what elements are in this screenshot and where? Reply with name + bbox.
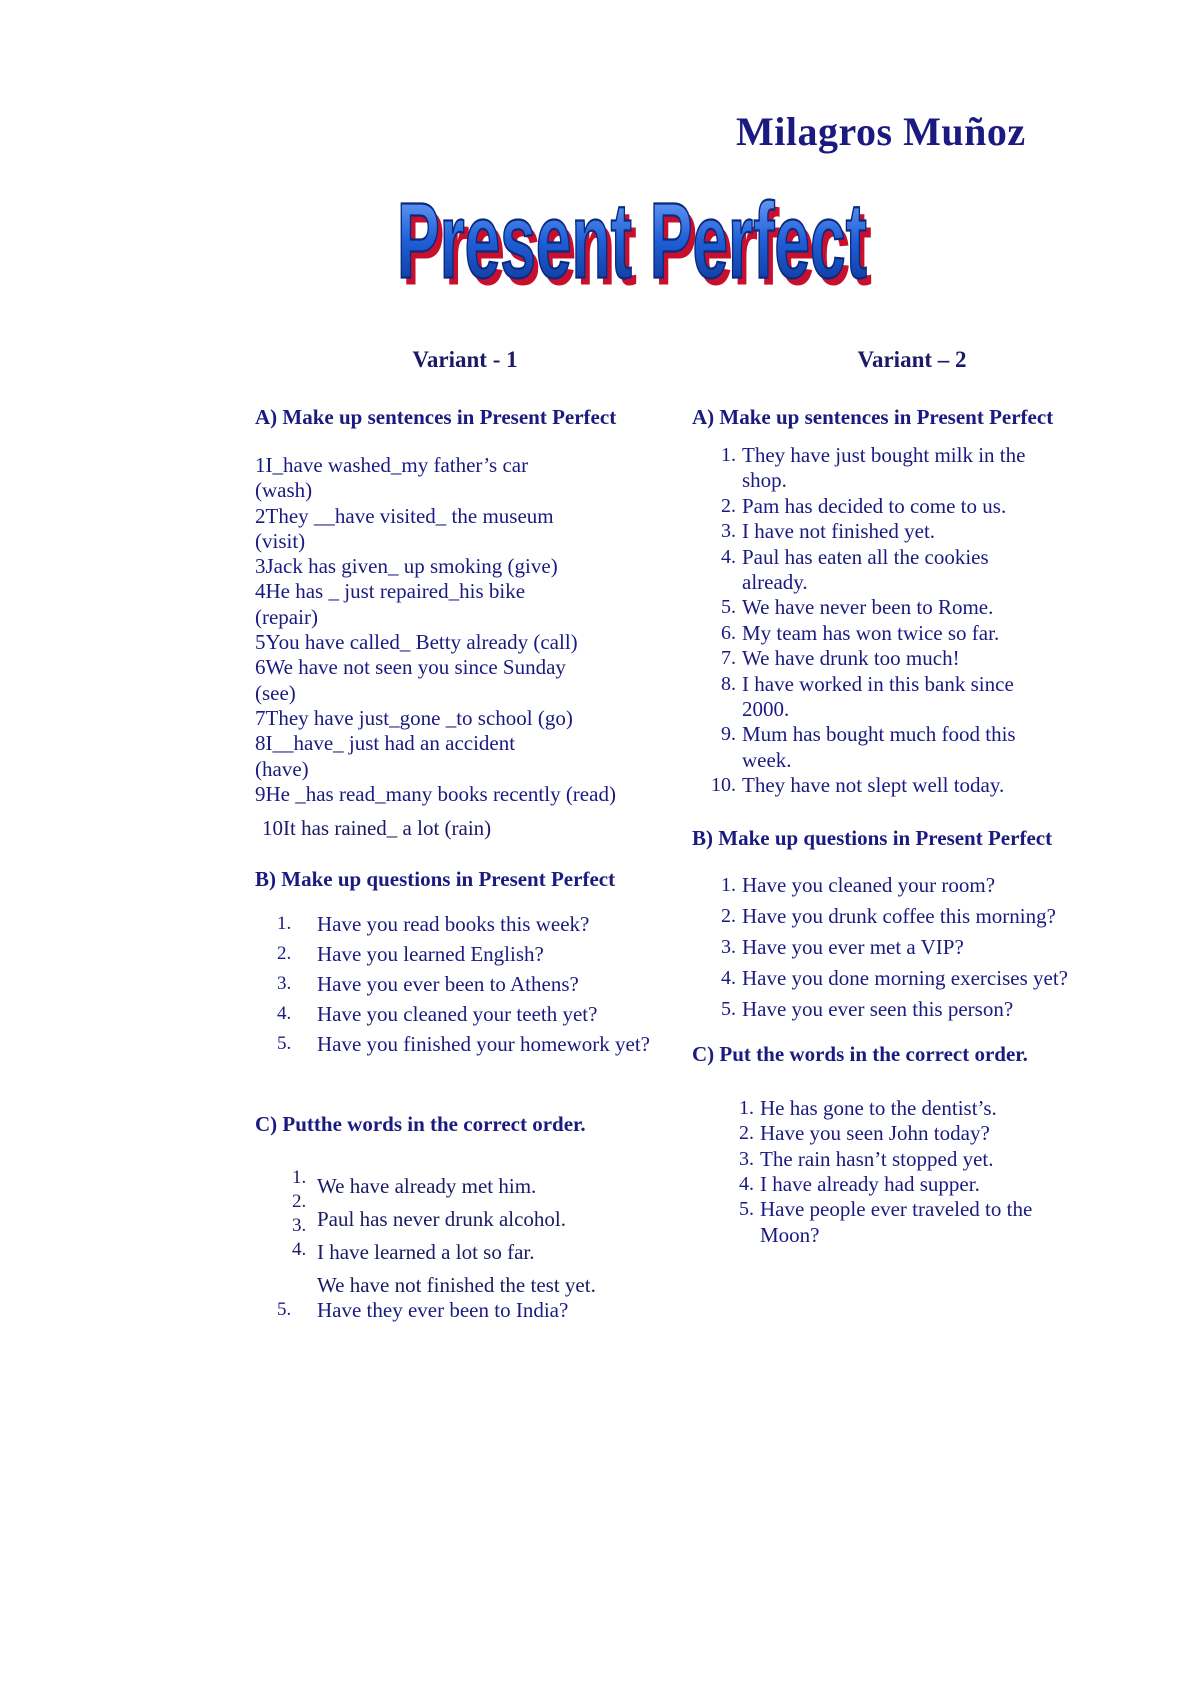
item-text: Have you cleaned your room?: [742, 872, 996, 897]
sentence-line: (wash): [255, 478, 313, 503]
sentence-line: 2They __have visited_ the museum: [255, 503, 554, 528]
item-number: 3.: [277, 973, 292, 995]
item-text: Have people ever traveled to the Moon?: [760, 1197, 1033, 1247]
item-number: 3.: [739, 1147, 754, 1170]
title-shadow-text: Present Perfect: [402, 187, 872, 303]
item-text: They have just bought milk in the shop.: [742, 443, 1026, 493]
item-text: We have already met him.: [317, 1174, 537, 1199]
variant-1-section-c-list: [255, 1166, 675, 1298]
list-item: [710, 1147, 1050, 1172]
variant-2-section-a-heading: A) Make up sentences in Present Perfect: [692, 405, 1054, 429]
item-number: 5.: [721, 596, 736, 619]
item-number: 4.: [721, 545, 736, 568]
item-number: 5.: [721, 997, 736, 1020]
variant-1-section-c-numbers: [292, 1166, 312, 1262]
list-item: [692, 901, 1132, 932]
variant-2-section-c-list: [692, 1096, 1050, 1248]
item-number: 4.: [739, 1172, 754, 1195]
item-number: 3.: [292, 1215, 307, 1237]
variant-1-section-c-last-list: [255, 1294, 675, 1326]
item-text: Paul has never drunk alcohol.: [317, 1207, 567, 1232]
list-item: [692, 646, 1052, 671]
sentence-line: 7They have just_gone _to school (go): [255, 705, 573, 730]
author-name: Milagros Muñoz: [736, 109, 1026, 154]
variant-1-section-b-list: [255, 909, 675, 1059]
item-number: 5.: [277, 1033, 292, 1055]
sentence-line: (see): [255, 680, 296, 705]
list-item: [692, 519, 1052, 544]
item-number: 5.: [277, 1299, 292, 1321]
item-text: I have worked in this bank since 2000.: [742, 671, 1014, 722]
item-number: 2.: [292, 1191, 307, 1213]
item-text: We have never been to Rome.: [742, 595, 994, 620]
item-text: They have not slept well today.: [742, 773, 1005, 798]
item-text: Have you drunk coffee this morning?: [742, 903, 1056, 928]
variant-1-column: [255, 346, 675, 1326]
list-item: [692, 595, 1052, 620]
item-text: Paul has eaten all the cookies already.: [742, 544, 989, 595]
item-text: Have you ever been to Athens?: [317, 972, 579, 997]
item-text: Have you read books this week?: [317, 912, 590, 937]
variant-2-section-c-heading: C) Put the words in the correct order.: [692, 1041, 1028, 1066]
item-number: 8.: [721, 672, 736, 695]
item-text: Have you done morning exercises yet?: [742, 965, 1068, 990]
item-number: 2.: [721, 494, 736, 517]
item-number: 1.: [721, 873, 736, 896]
sentence-line: 3Jack has given_ up smoking (give): [255, 554, 558, 579]
sentence-line: 4He has _ just repaired_his bike: [255, 579, 526, 604]
sentence-line: 9He _has read_many books recently (read): [255, 781, 616, 806]
item-number: 2.: [739, 1122, 754, 1145]
item-number: 2.: [277, 943, 292, 965]
item-number: 3.: [721, 935, 736, 958]
item-number: 1.: [292, 1167, 307, 1189]
variant-1-section-a-last: 10It has rained_ a lot (rain): [262, 816, 492, 841]
item-number: 3.: [721, 520, 736, 543]
title-text: Present Perfect: [397, 180, 867, 301]
item-number: 7.: [721, 647, 736, 670]
variant-1-section-c-heading: C) Putthe words in the correct order.: [255, 1112, 586, 1137]
list-item: [692, 932, 1132, 963]
title-wordart: [395, 168, 895, 303]
item-text: We have drunk too much!: [742, 646, 960, 671]
item-text: Mum has bought much food this week.: [742, 722, 1016, 772]
list-item: [692, 963, 1132, 994]
list-item: [710, 1172, 1050, 1197]
item-text: We have not finished the test yet.: [317, 1273, 596, 1298]
variant-1-section-a-heading: A) Make up sentences in Present Perfect: [255, 405, 617, 429]
list-item: [692, 545, 1052, 596]
item-number: 4.: [721, 966, 736, 989]
list-item: [255, 969, 675, 999]
item-number: 4.: [292, 1239, 307, 1261]
sentence-line: (repair): [255, 604, 318, 629]
title-wordart-graphic: [395, 168, 895, 303]
item-text: I have learned a lot so far.: [317, 1240, 535, 1265]
variant-2-section-a-list: [692, 443, 1052, 799]
item-text: My team has won twice so far.: [742, 620, 1000, 645]
item-number: 10.: [711, 774, 736, 797]
item-text: Have you seen John today?: [760, 1121, 990, 1146]
variant-2-heading: Variant – 2: [857, 347, 967, 372]
list-item: [255, 939, 675, 969]
list-item: [255, 999, 675, 1029]
variant-2-section-b-heading: B) Make up questions in Present Perfect: [692, 825, 1053, 850]
list-item: [692, 621, 1052, 646]
sentence-line: 1I_have washed_my father’s car: [255, 453, 529, 477]
list-item: [692, 773, 1052, 798]
item-text: Have you finished your homework yet?: [317, 1032, 650, 1057]
item-text: The rain hasn’t stopped yet.: [760, 1146, 994, 1171]
list-item: [692, 870, 1132, 901]
list-item: [710, 1197, 1050, 1248]
item-number: 9.: [721, 723, 736, 746]
item-number: 6.: [721, 621, 736, 644]
item-number: 1.: [277, 913, 292, 935]
item-text: Pam has decided to come to us.: [742, 493, 1007, 518]
list-item: [255, 1294, 675, 1326]
item-number: 4.: [277, 1003, 292, 1025]
item-text: He has gone to the dentist’s.: [760, 1095, 997, 1120]
item-text: Have you cleaned your teeth yet?: [317, 1002, 598, 1027]
list-item: [692, 494, 1052, 519]
variant-2-column: [692, 346, 1132, 1248]
item-text: Have you ever seen this person?: [742, 996, 1014, 1021]
item-number: 5.: [739, 1198, 754, 1221]
sentence-line: 5You have called_ Betty already (call): [255, 630, 578, 655]
item-number: 1.: [721, 444, 736, 466]
variant-1-section-a-list: [255, 453, 675, 807]
item-text: I have not finished yet.: [742, 519, 936, 544]
sentence-line: 6We have not seen you since Sunday: [255, 655, 566, 680]
item-number: 1.: [739, 1096, 754, 1119]
variant-1-heading: Variant - 1: [412, 347, 518, 372]
sentence-line: (have): [255, 756, 309, 781]
item-number: 2.: [721, 904, 736, 927]
list-item: [692, 722, 1052, 773]
variant-2-section-b-list: [692, 870, 1132, 1025]
item-text: Have you learned English?: [317, 942, 544, 967]
sentence-line: (visit): [255, 528, 306, 553]
list-item: [255, 909, 675, 939]
list-item: [710, 1121, 1050, 1146]
list-item: [692, 672, 1052, 723]
variant-1-section-b-heading: B) Make up questions in Present Perfect: [255, 867, 616, 892]
item-text: I have already had supper.: [760, 1171, 980, 1196]
list-item: [710, 1096, 1050, 1121]
variant-1-section-c-sentences: [317, 1170, 596, 1302]
list-item: [692, 443, 1052, 494]
list-item: [692, 994, 1132, 1025]
list-item: [255, 1029, 675, 1059]
item-text: Have they ever been to India?: [317, 1298, 569, 1323]
item-text: Have you ever met a VIP?: [742, 934, 964, 959]
sentence-line: 8I__have_ just had an accident: [255, 731, 516, 756]
